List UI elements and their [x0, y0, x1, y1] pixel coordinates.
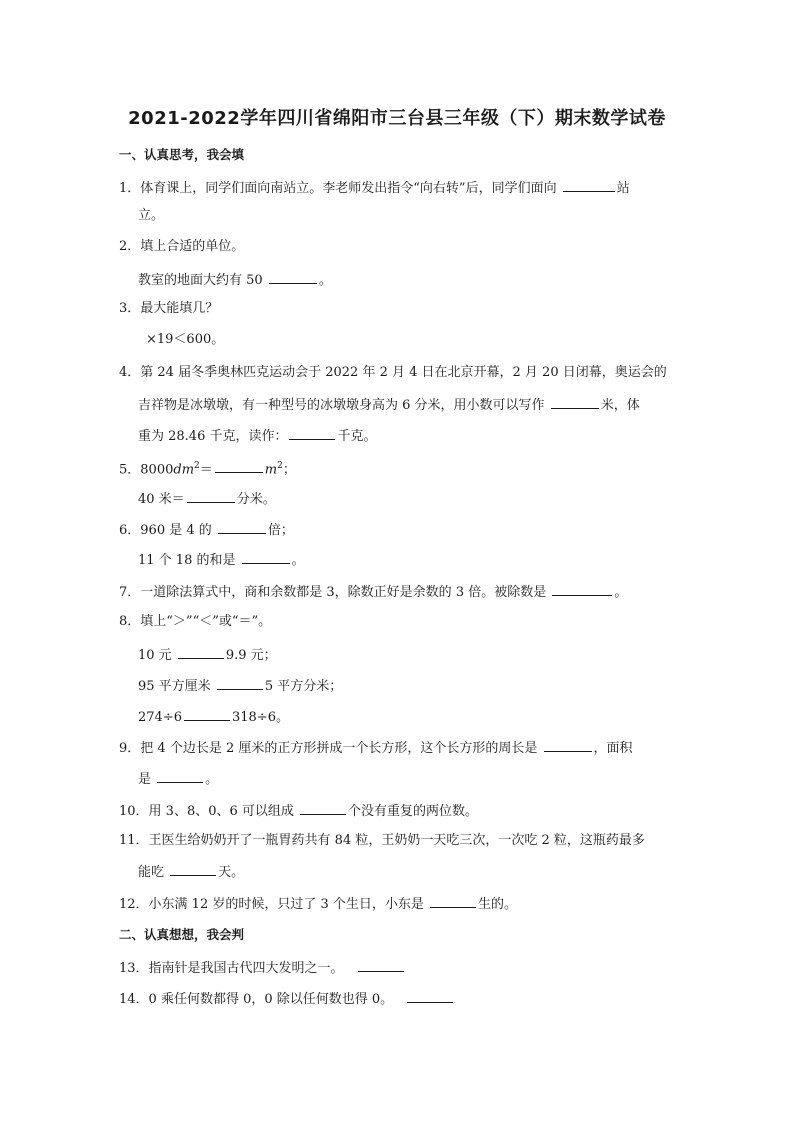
question-9	[119, 738, 633, 758]
answer-blank[interactable]	[218, 520, 266, 534]
answer-blank[interactable]	[544, 738, 592, 752]
answer-blank[interactable]	[187, 489, 235, 503]
question-2	[119, 238, 244, 256]
question-text: 274÷6	[138, 710, 182, 725]
question-5-sub	[138, 489, 276, 509]
question-text: 个没有重复的两位数。	[348, 804, 479, 819]
question-text: 最大能填几？	[140, 301, 219, 316]
question-text: 倍；	[267, 523, 294, 538]
question-text: 填上“＞”“＜”或“＝”。	[140, 614, 272, 629]
question-number: 1．	[119, 181, 141, 196]
question-11	[119, 832, 645, 850]
answer-blank[interactable]	[300, 801, 346, 815]
question-text: 10 元	[138, 648, 172, 663]
question-text: 分米。	[236, 492, 276, 507]
question-6-sub	[138, 550, 305, 570]
question-8	[119, 613, 271, 631]
question-text: 。	[614, 585, 628, 600]
question-text: 米，体	[600, 398, 640, 413]
question-14	[119, 989, 455, 1009]
question-11-continuation	[138, 862, 244, 882]
question-number: 3．	[119, 301, 141, 316]
question-text: 千克。	[337, 429, 377, 444]
question-8-item-2	[138, 676, 342, 696]
answer-blank[interactable]	[358, 958, 404, 972]
question-text: 王医生给奶奶开了一瓶胃药共有 84 粒，王奶奶一天吃三次，一次吃 2 粒，这瓶药最多	[148, 833, 645, 848]
answer-blank[interactable]	[184, 707, 230, 721]
question-text: 填上合适的单位。	[140, 239, 245, 254]
question-text: 指南针是我国古代四大发明之一。	[148, 961, 344, 976]
question-text: 用 3、8、0、6 可以组成	[148, 804, 294, 819]
question-text: 把 4 个边长是 2 厘米的正方形拼成一个长方形，这个长方形的周长是	[140, 741, 538, 756]
answer-blank[interactable]	[430, 894, 476, 908]
question-text: ；	[282, 462, 296, 478]
answer-blank[interactable]	[215, 459, 263, 473]
question-text: 第 24 届冬季奥林匹克运动会于 2022 年 2 月 4 日在北京开幕，2 月 20 日闭幕，奥运会的	[140, 365, 667, 380]
question-text: 教室的地面大约有 50	[138, 273, 263, 288]
section-heading-fill: 一、认真思考，我会填	[119, 147, 245, 162]
answer-blank[interactable]	[269, 270, 317, 284]
question-text: 960 是 4 的	[140, 523, 212, 538]
equals-sign: ＝	[199, 462, 213, 478]
question-text: 0 乘任何数都得 0，0 除以任何数也得 0。	[148, 992, 394, 1007]
question-7	[119, 582, 627, 602]
section-heading-judge: 二、认真想想，我会判	[119, 927, 245, 942]
question-text: 11 个 18 的和是	[138, 553, 236, 568]
superscript: 2	[194, 461, 200, 471]
question-4-line-2	[138, 395, 640, 415]
question-4-line-3	[138, 426, 377, 446]
answer-blank[interactable]	[242, 550, 290, 564]
unit-m: m	[264, 462, 278, 478]
question-text: 一道除法算式中，商和余数都是 3，除数正好是余数的 3 倍。被除数是	[140, 585, 547, 600]
question-3-sub: ×19＜600。	[146, 332, 225, 347]
question-3	[119, 300, 218, 318]
question-number: 5．	[119, 462, 141, 478]
question-number: 7．	[119, 585, 141, 600]
question-text: 。	[205, 772, 219, 787]
answer-blank[interactable]	[289, 426, 335, 440]
answer-blank[interactable]	[552, 582, 612, 596]
question-text: 8000	[140, 462, 174, 478]
question-text: 。	[318, 273, 332, 288]
question-text: 重为 28.46 千克，读作：	[138, 429, 288, 444]
question-2-sub	[138, 270, 332, 290]
question-10	[119, 801, 478, 821]
question-4	[119, 364, 667, 382]
question-number: 11．	[119, 833, 149, 848]
question-5	[119, 457, 296, 479]
answer-blank[interactable]	[170, 862, 216, 876]
answer-blank[interactable]	[407, 989, 453, 1003]
question-text: 40 米＝	[138, 492, 185, 507]
question-6	[119, 520, 294, 540]
question-text: 能吃	[138, 865, 165, 880]
question-1	[119, 178, 630, 198]
superscript: 2	[277, 461, 283, 471]
question-number: 8．	[119, 614, 141, 629]
question-text: ，面积	[593, 741, 633, 756]
question-8-item-1	[138, 645, 277, 665]
page-title: 2021-2022学年四川省绵阳市三台县三年级（下）期末数学试卷	[128, 108, 666, 129]
question-text: 95 平方厘米	[138, 679, 211, 694]
question-text: 。	[291, 553, 305, 568]
question-text: 小东满 12 岁的时候，只过了 3 个生日，小东是	[148, 897, 424, 912]
answer-blank[interactable]	[157, 769, 203, 783]
question-text: 体育课上，同学们面向南站立。李老师发出指令“向右转”后，同学们面向	[140, 181, 557, 196]
question-text: 吉祥物是冰墩墩，有一种型号的冰墩墩身高为 6 分米，用小数可以写作	[138, 398, 545, 413]
unit-dm: dm	[173, 462, 195, 478]
question-1-continuation: 立。	[138, 208, 165, 223]
question-number: 12．	[119, 897, 149, 912]
answer-blank[interactable]	[551, 395, 599, 409]
question-number: 2．	[119, 239, 141, 254]
question-number: 14．	[119, 992, 149, 1007]
question-text: 站	[616, 181, 630, 196]
question-text: 是	[138, 772, 152, 787]
question-number: 4．	[119, 365, 141, 380]
question-text: 318÷6。	[231, 710, 289, 725]
question-number: 6．	[119, 523, 141, 538]
question-text: 9.9 元；	[225, 648, 277, 663]
question-8-item-3	[138, 707, 289, 727]
answer-blank[interactable]	[178, 645, 224, 659]
answer-blank[interactable]	[563, 178, 615, 192]
question-number: 9．	[119, 741, 141, 756]
question-12	[119, 894, 517, 914]
question-13	[119, 958, 406, 978]
question-text: 生的。	[478, 897, 518, 912]
question-text: 天。	[218, 865, 245, 880]
question-number: 13．	[119, 961, 149, 976]
answer-blank[interactable]	[217, 676, 263, 690]
question-text: 5 平方分米；	[264, 679, 343, 694]
question-number: 10．	[119, 804, 149, 819]
question-9-continuation	[138, 769, 218, 789]
